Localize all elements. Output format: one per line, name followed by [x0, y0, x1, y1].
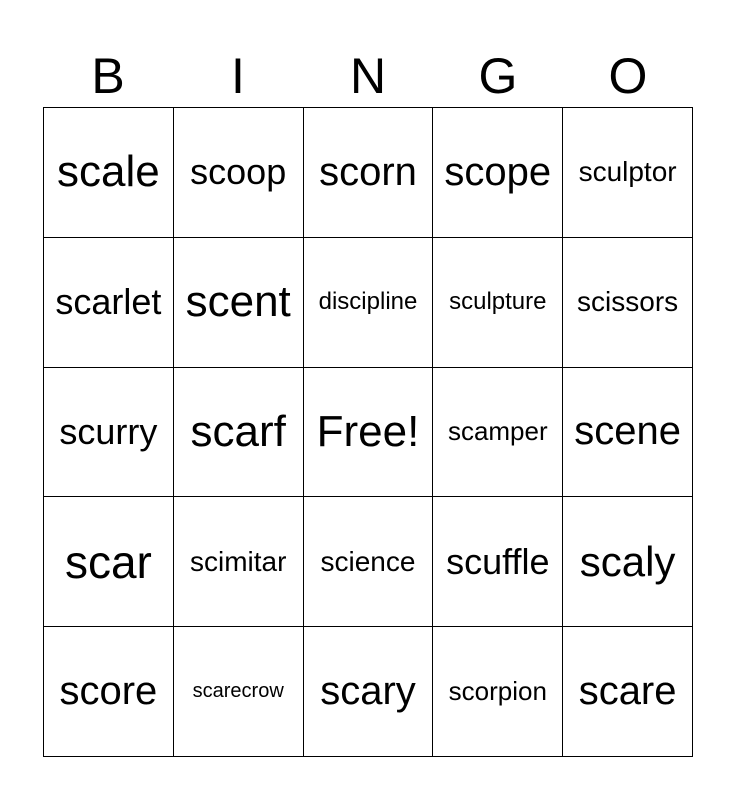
- bingo-cell[interactable]: discipline: [304, 238, 434, 368]
- bingo-cell[interactable]: scent: [174, 238, 304, 368]
- bingo-cell[interactable]: scamper: [433, 368, 563, 498]
- bingo-cell[interactable]: sculptor: [563, 108, 693, 238]
- bingo-cell[interactable]: scope: [433, 108, 563, 238]
- bingo-grid: [43, 107, 693, 757]
- bingo-cell[interactable]: scarlet: [44, 238, 174, 368]
- bingo-cell[interactable]: score: [44, 627, 174, 757]
- bingo-cell[interactable]: scoop: [174, 108, 304, 238]
- bingo-cell[interactable]: science: [304, 497, 434, 627]
- bingo-cell[interactable]: scene: [563, 368, 693, 498]
- free-space-cell[interactable]: Free!: [304, 368, 434, 498]
- header-letter-o: O: [608, 48, 648, 104]
- bingo-cell[interactable]: scale: [44, 108, 174, 238]
- bingo-cell[interactable]: scimitar: [174, 497, 304, 627]
- bingo-cell[interactable]: scorn: [304, 108, 434, 238]
- header-letter-b: B: [91, 48, 125, 104]
- bingo-cell[interactable]: scare: [563, 627, 693, 757]
- bingo-header: [43, 44, 693, 108]
- bingo-cell[interactable]: scar: [44, 497, 174, 627]
- bingo-cell[interactable]: scary: [304, 627, 434, 757]
- bingo-cell[interactable]: scarecrow: [174, 627, 304, 757]
- header-letter-g: G: [478, 48, 518, 104]
- header-letter-i: I: [231, 48, 245, 104]
- header-letter-n: N: [349, 48, 387, 104]
- bingo-cell[interactable]: scaly: [563, 497, 693, 627]
- bingo-cell[interactable]: scissors: [563, 238, 693, 368]
- bingo-cell[interactable]: scorpion: [433, 627, 563, 757]
- bingo-cell[interactable]: scuffle: [433, 497, 563, 627]
- bingo-cell[interactable]: scurry: [44, 368, 174, 498]
- bingo-cell[interactable]: sculpture: [433, 238, 563, 368]
- bingo-cell[interactable]: scarf: [174, 368, 304, 498]
